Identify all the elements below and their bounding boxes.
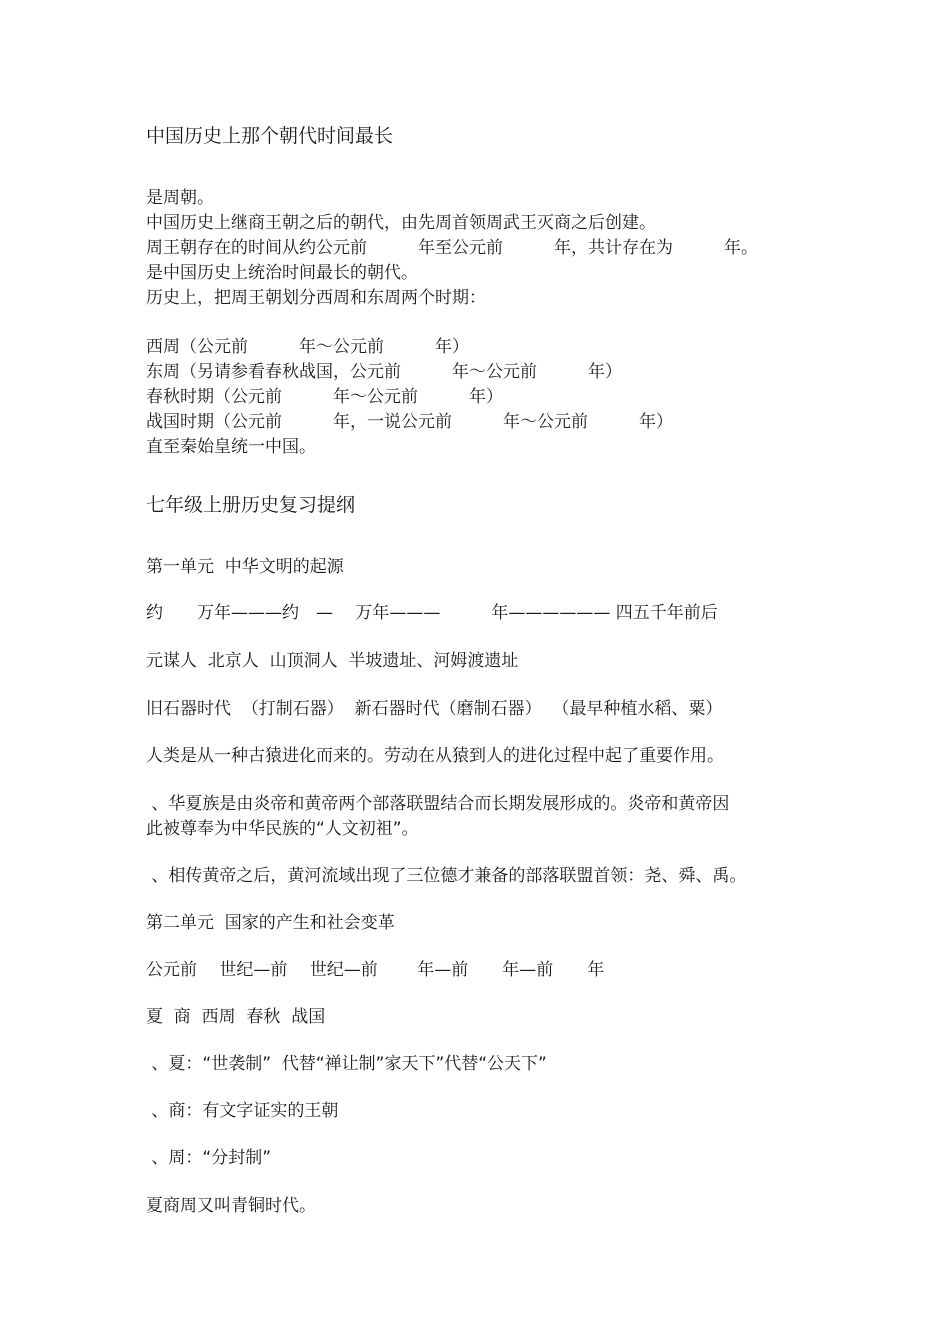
zhou-duration-line: 周王朝存在的时间从约公元前 年至公元前 年，共计存在为 年。 xyxy=(146,238,758,258)
unit1-heading: 第一单元 中华文明的起源 xyxy=(146,557,344,577)
zhou-longest-line: 是中国历史上统治时间最长的朝代。 xyxy=(146,263,418,283)
qin-unification-line: 直至秦始皇统一中国。 xyxy=(146,437,316,457)
stone-ages-line: 旧石器时代 （打制石器） 新石器时代（磨制石器） （最早种植水稻、粟） xyxy=(146,699,723,719)
sites-line: 元谋人 北京人 山顶洞人 半坡遗址、河姆渡遗址 xyxy=(146,651,519,671)
unit2-heading: 第二单元 国家的产生和社会变革 xyxy=(146,913,395,933)
bronze-age-line: 夏商周又叫青铜时代。 xyxy=(146,1196,316,1216)
period-warring-states: 战国时期（公元前 年，一说公元前 年～公元前 年） xyxy=(146,412,673,432)
shang-line: 、商：有文字证实的王朝 xyxy=(146,1101,339,1121)
leaders-line: 、相传黄帝之后，黄河流域出现了三位德才兼备的部落联盟首领：尧、舜、禹。 xyxy=(146,866,747,886)
period-spring-autumn: 春秋时期（公元前 年～公元前 年） xyxy=(146,387,503,407)
heading-longest-dynasty: 中国历史上那个朝代时间最长 xyxy=(146,125,394,147)
evolution-line: 人类是从一种古猿进化而来的。劳动在从猿到人的进化过程中起了重要作用。 xyxy=(146,746,724,766)
period-eastern-zhou: 东周（另请参看春秋战国，公元前 年～公元前 年） xyxy=(146,362,622,382)
answer-line: 是周朝。 xyxy=(146,188,214,208)
heading-review-outline: 七年级上册历史复习提纲 xyxy=(146,494,356,516)
timeline-dynasties: 公元前 世纪—前 世纪—前 年—前 年—前 年 xyxy=(146,960,605,980)
huaxia-line-1: 、华夏族是由炎帝和黄帝两个部落联盟结合而长期发展形成的。炎帝和黄帝因 xyxy=(146,794,730,814)
dynasties-line: 夏 商 西周 春秋 战国 xyxy=(146,1007,326,1027)
huaxia-line-2: 此被尊奉为中华民族的“人文初祖”。 xyxy=(146,819,419,839)
period-western-zhou: 西周（公元前 年～公元前 年） xyxy=(146,337,469,357)
zhou-division-line: 历史上，把周王朝划分西周和东周两个时期： xyxy=(146,288,486,308)
xia-line: 、夏：“世袭制” 代替“禅让制”家天下”代替“公天下” xyxy=(146,1054,547,1074)
zhou-origin-line: 中国历史上继商王朝之后的朝代，由先周首领周武王灭商之后创建。 xyxy=(146,213,656,233)
timeline-prehistory: 约 万年———约 — 万年——— 年—————— 四五千年前后 xyxy=(146,603,718,623)
zhou-line: 、周：“分封制” xyxy=(146,1148,272,1168)
